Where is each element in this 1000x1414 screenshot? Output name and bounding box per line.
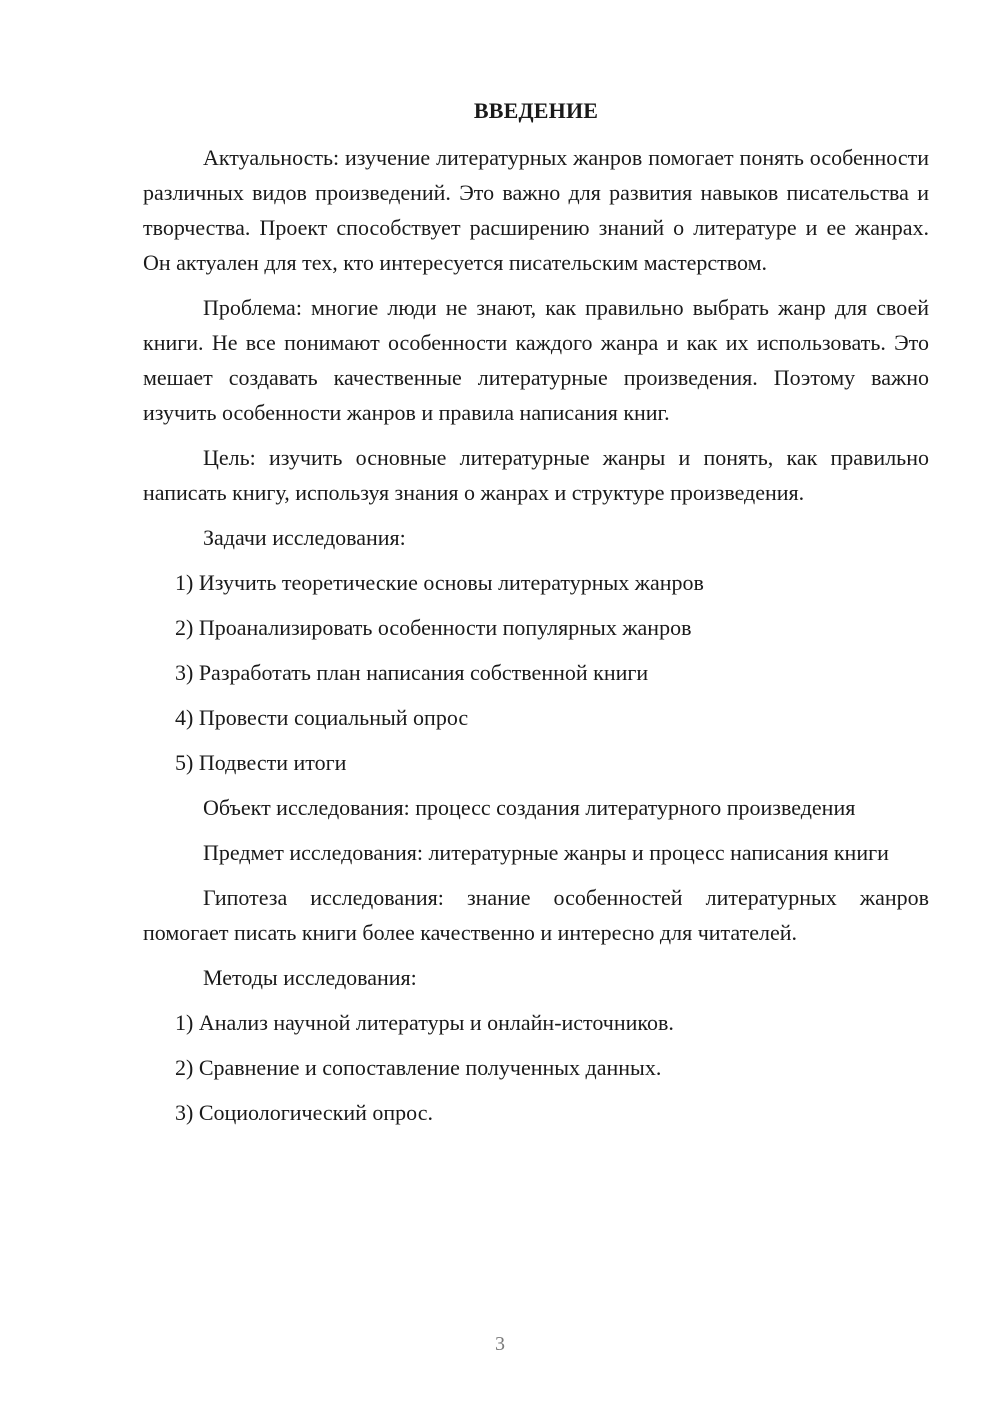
methods-title: Методы исследования: — [203, 965, 417, 990]
method-item: 2) Сравнение и сопоставление полученных данных. — [175, 1055, 662, 1080]
goal-paragraph: Цель: изучить основные литературные жанры и понять, как правильно написать книгу, используя знания о жанрах и структуре произведения. — [143, 445, 929, 505]
problem-paragraph: Проблема: многие люди не знают, как правильно выбрать жанр для своей книги. Не все понимают особенности каждого жанра и как их использовать. Это мешает создавать качественные литературные произведения. Поэтому важно изучить особенности жанров и правила написания книг. — [143, 295, 929, 425]
method-item: 3) Социологический опрос. — [175, 1100, 433, 1125]
task-item: 5) Подвести итоги — [175, 750, 347, 775]
methods-list — [143, 1005, 929, 1130]
task-item: 1) Изучить теоретические основы литературных жанров — [175, 570, 704, 595]
task-item: 4) Провести социальный опрос — [175, 705, 469, 730]
tasks-title: Задачи исследования: — [203, 525, 406, 550]
task-item: 2) Проанализировать особенности популярных жанров — [175, 615, 692, 640]
task-item: 3) Разработать план написания собственной книги — [175, 660, 649, 685]
object-paragraph: Объект исследования: процесс создания литературного произведения — [203, 795, 856, 820]
method-item: 1) Анализ научной литературы и онлайн-источников. — [175, 1010, 674, 1035]
subject-paragraph: Предмет исследования: литературные жанры и процесс написания книги — [203, 840, 889, 865]
page-number: 3 — [495, 1333, 505, 1355]
document-page — [143, 96, 929, 1140]
relevance-paragraph: Актуальность: изучение литературных жанров помогает понять особенности различных видов произведений. Это важно для развития навыков писательства и творчества. Проект способствует расширению знаний о литературе и ее жанрах. Он актуален для тех, кто интересуется писательским мастерством. — [143, 145, 929, 275]
section-heading: ВВЕДЕНИЕ — [473, 98, 599, 123]
tasks-list — [143, 565, 929, 780]
hypothesis-paragraph: Гипотеза исследования: знание особенностей литературных жанров помогает писать книги более качественно и интересно для читателей. — [143, 885, 929, 945]
